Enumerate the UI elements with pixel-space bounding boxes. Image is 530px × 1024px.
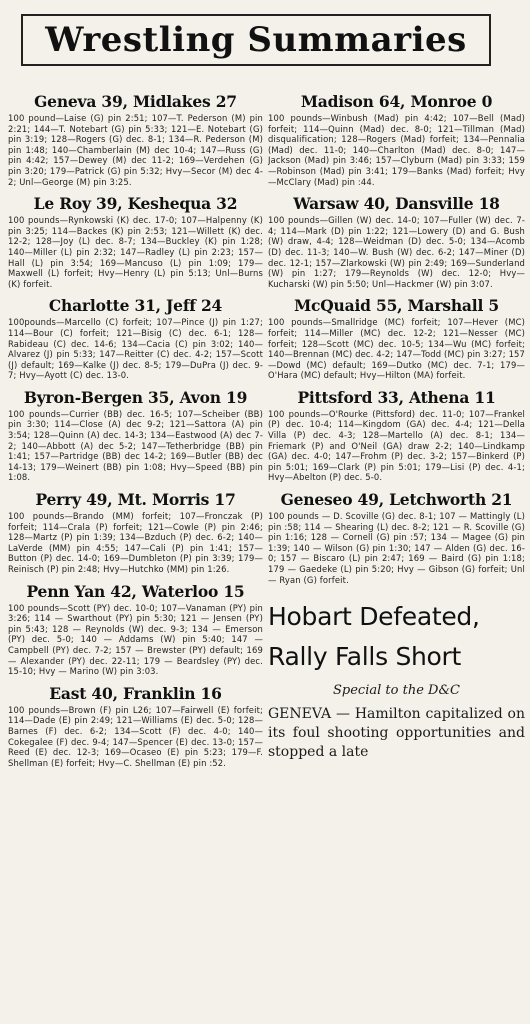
- match-summary: [8, 490, 263, 575]
- match-summary: [268, 388, 525, 483]
- match-heading: East 40, Franklin 16: [49, 683, 222, 703]
- match-heading: Perry 49, Mt. Morris 17: [35, 490, 236, 510]
- match-results: 100 pounds—Gillen (W) dec. 14-0; 107—Fuller (W) dec. 7-4; 114—Mark (D) pin 1:22; 121—Lowery (D) and G. Bush (W) draw, 4-4; 128—Weidman (D) dec. 5-0; 134—Acomb (D) dec. 11-3; 140—W. Bush (W) dec. 6-2; 147—Miner (D) dec. 12-1; 157—Zlarkowski (W) pin 2:49; 169—Sunderland (W) pin 1:27; 179—Reynolds (W) dec. 12-0; Hvy—Kucharski (W) pin 5:50; Unl—Hackmer (W) pin 3:07.: [268, 215, 525, 289]
- match-heading: Byron-Bergen 35, Avon 19: [23, 387, 248, 407]
- story-article: [268, 597, 525, 762]
- match-results: 100pounds—Marcello (C) forfeit; 107—Pince (J) pin 1:27; 114—Bour (C) forfeit; 121—Bisig (C) dec. 6-1; 128—Rabideau (C) dec. 14-6; 134—Cacia (C) pin 3:02; 140—Alvarez (J) pin 5:33; 147—Reitter (C) dec. 4-2; 157—Scott (J) default; 169—Kalke (J) dec. 8-5; 179—DuPra (J) dec. 9-7; Hvy—Ayott (C) dec. 13-0.: [8, 317, 263, 381]
- match-heading: Geneseo 49, Letchworth 21: [280, 490, 513, 510]
- match-heading: Pittsford 33, Athena 11: [297, 387, 496, 407]
- match-summary: [8, 194, 263, 289]
- match-summary: [268, 490, 525, 585]
- story-body-text: GENEVA — Hamilton capitalized on its foul shooting opportunities and stopped a late: [268, 706, 525, 761]
- story-headline: [268, 597, 525, 677]
- match-heading: McQuaid 55, Marshall 5: [294, 296, 499, 316]
- left-column: [8, 92, 263, 1024]
- match-heading: Madison 64, Monroe 0: [300, 92, 493, 111]
- match-results: 100 pounds—Winbush (Mad) pin 4:42; 107—Bell (Mad) forfeit; 114—Quinn (Mad) dec. 8-0; 121—Tillman (Mad) disqualification; 128—Rogers (Mad) forfeit; 134—Pennalia (Mad) dec. 11-0; 140—Charlton (Mad) dec. 8-0; 147—Jackson (Mad) pin 3:46; 157—Clyburn (Mad) pin 3:33; 159—Robinson (Mad) pin 3:41; 179—Banks (Mad) forfeit; Hvy—McClary (Mad) pin :44.: [268, 113, 525, 187]
- match-summary: [268, 194, 525, 289]
- match-summary: [8, 582, 263, 677]
- page-banner-title: Wrestling Summaries: [21, 14, 491, 66]
- match-results: 100 pounds—Brando (MM) forfeit; 107—Fronczak (P) forfeit; 114—Crala (P) forfeit; 121—Cowle (P) pin 2:46; 128—Martz (P) pin 1:39; 134—Bzduch (P) dec. 6-2; 140—LaVerde (MM) pin 4:55; 147—Cali (P) pin 1:41; 157—Button (P) dec. 14-0; 169—Dumbleton (P) pin 3:39; 179—Reinisch (P) pin 2:48; Hvy—Hutchko (MM) pin 1:26.: [8, 511, 263, 574]
- story-headline-line: Rally Falls Short: [268, 642, 462, 672]
- story-headline-line: Hobart Defeated,: [268, 602, 480, 632]
- match-summary: [268, 296, 525, 381]
- right-column: [268, 92, 525, 1024]
- match-results: 100 pounds—Smallridge (MC) forfeit; 107—Hever (MC) forfeit; 114—Miller (MC) dec. 12-2; 121—Nesser (MC) forfeit; 128—Scott (MC) dec. 10-5; 134—Wu (MC) forfeit; 140—Brennan (MC) dec. 4-2; 147—Todd (MC) pin 3:27; 157—Dowd (MC) default; 169—Dutko (MC) dec. 7-1; 179—O'Hara (MC) default; Hvy—Hilton (MA) forfeit.: [268, 317, 525, 381]
- match-summary: [268, 92, 525, 187]
- match-summary: [8, 388, 263, 483]
- match-heading: Le Roy 39, Keshequa 32: [33, 194, 238, 214]
- match-results: 100 pound—Laise (G) pin 2:51; 107—T. Pederson (M) pin 2:21; 144—T. Notebart (G) pin 5:33; 121—E. Notebart (G) pin 3:19; 128—Rogers (G) dec. 8-1; 134—R. Pederson (M) pin 1:48; 140—Chamberlain (M) dec 10-4; 147—Russ (G) pin 4:42; 157—Dewey (M) dec 11-2; 169—Verdehen (G) pin 3:20; 179—Patrick (G) pin 5:32; Hvy—Secor (M) dec 4-2; Unl—George (M) pin 3:25.: [8, 113, 263, 187]
- match-results: 100 pounds—O'Rourke (Pittsford) dec. 11-0; 107—Frankel (P) dec. 10-4; 114—Kingdom (GA) dec. 4-4; 121—Della Villa (P) dec. 4-3; 128—Martello (A) dec. 8-1; 134—Friemark (P) and O'Neil (GA) draw 2-2; 140—Lindkamp (GA) dec. 4-0; 147—Frohm (P) dec. 3-2; 157—Binkerd (P) pin 5:01; 169—Clark (P) pin 5:01; 179—Lisi (P) dec. 4-1; Hvy—Abelton (P) dec. 5-0.: [268, 408, 525, 483]
- match-summary: [8, 684, 263, 769]
- match-results: 100 pounds — D. Scoville (G) dec. 8-1; 107 — Mattingly (L) pin :58; 114 — Shearing (L) dec. 8-2; 121 — R. Scoville (G) pin 1:16; 128 — Cornell (G) pin :57; 134 — Magee (G) pin 1:39; 140 — Wilson (G) pin 1:30; 147 — Alden (G) dec. 16-0; 157 — Biscaro (L) pin 2:47; 169 — Baird (G) pin 1:18; 179 — Gaedeke (L) pin 5:20; Hvy — Gibson (G) forfeit; Unl — Ryan (G) forfeit.: [268, 511, 525, 585]
- match-results: 100 pounds—Scott (PY) dec. 10-0; 107—Vanaman (PY) pin 3:26; 114 — Swarthout (PY) pin 5:30; 121 — Jensen (PY) pin 5:43; 128 — Reynolds (W) dec. 9-3; 134 — Emerson (PY) dec. 5-0; 140 — Addams (W) pin 5:40; 147 — Campbell (PY) dec. 7-2; 157 — Brewster (PY) default; 169 — Alexander (PY) dec. 22-11; 179 — Beardsley (PY) dec. 15-10; Hvy — Marino (W) pin 3:03.: [8, 602, 263, 677]
- match-heading: Warsaw 40, Dansville 18: [293, 194, 500, 214]
- match-results: 100 pounds—Currier (BB) dec. 16-5; 107—Scheiber (BB) pin 3:30; 114—Close (A) dec 9-2; 121—Sattora (A) pin 3:54; 128—Quinn (A) dec. 14-3; 134—Eastwood (A) dec 7-2; 140—Abbott (A) dec 5-2; 147—Tetherbridge (BB) pin 1:41; 157—Partridge (BB) dec 14-2; 169—Butler (BB) dec 14-13; 179—Weinert (BB) pin 1:08; Hvy—Speed (BB) pin 1:08.: [8, 408, 263, 483]
- match-summary: [8, 92, 263, 187]
- match-heading: Charlotte 31, Jeff 24: [48, 296, 223, 316]
- match-heading: Geneva 39, Midlakes 27: [34, 92, 237, 111]
- match-summary: [8, 296, 263, 381]
- match-results: 100 pounds—Brown (F) pin L26; 107—Fairwell (E) forfeit; 114—Dade (E) pin 2:49; 121—Williams (E) dec. 5-0; 128—Barnes (F) dec. 6-2; 134—Scott (F) dec. 4-0; 140—Cokegalee (F) dec. 9-4; 147—Spencer (E) dec. 13-0; 157—Reed (E) dec. 12-3; 169—Ocaseo (E) pin 5:23; 179—F. Shellman (E) forfeit; Hvy—C. Shellman (E) pin :52.: [8, 704, 263, 768]
- match-heading: Penn Yan 42, Waterloo 15: [26, 581, 245, 601]
- story-byline: Special to the D&C: [333, 683, 460, 699]
- match-results: 100 pounds—Rynkowski (K) dec. 17-0; 107—Halpenny (K) pin 3:25; 114—Backes (K) pin 2:53; 121—Willett (K) dec. 12-2; 128—Joy (L) dec. 8-7; 134—Buckley (K) pin 1:28; 140—Miller (L) pin 2:32; 147—Radley (L) pin 2:23; 157—Hall (L) pin 3:54; 169—Mancuso (L) pin 1:09; 179—Maxwell (L) forfeit; Hvy—Henry (L) pin 5:13; Unl—Burns (K) forfeit.: [8, 215, 263, 289]
